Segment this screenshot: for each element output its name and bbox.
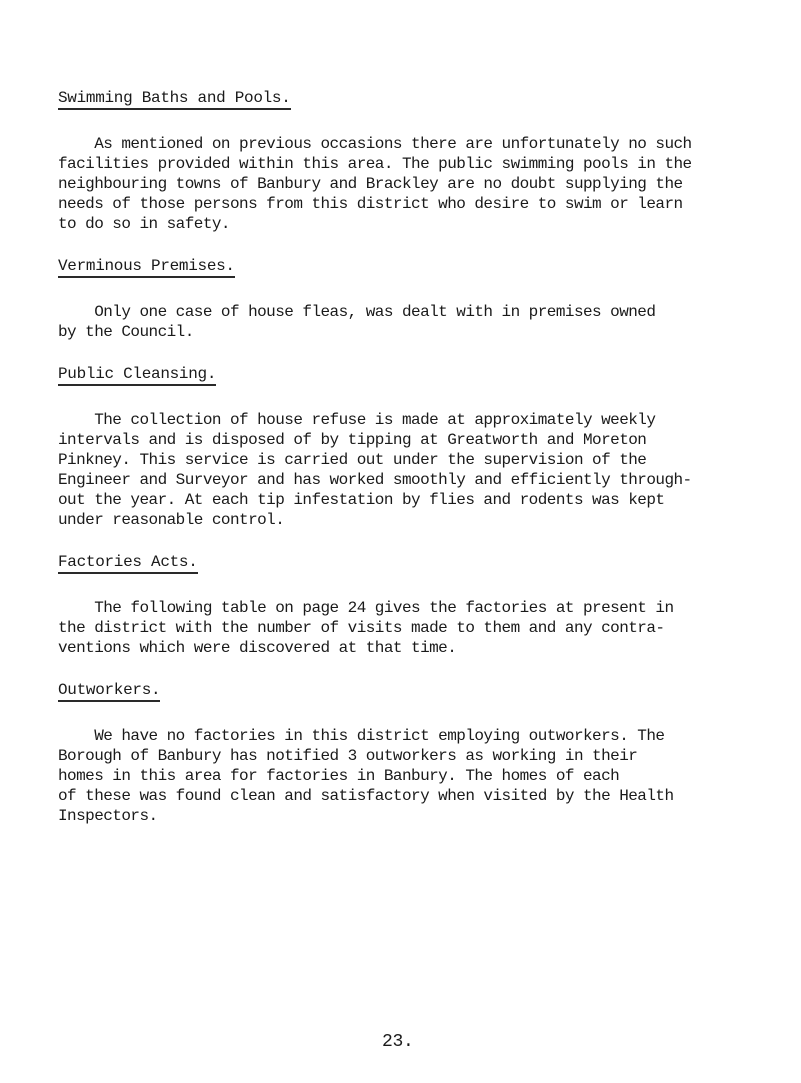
section-heading: Factories Acts.	[58, 552, 198, 574]
section-swimming-baths	[58, 88, 778, 234]
paragraph-line: homes in this area for factories in Banbury. The homes of each	[58, 767, 620, 785]
paragraph-line: out the year. At each tip infestation by flies and rodents was kept	[58, 491, 665, 509]
section-heading: Public Cleansing.	[58, 364, 216, 386]
paragraph-line: As mentioned on previous occasions there are unfortunately no such	[58, 135, 692, 153]
paragraph-line: needs of those persons from this district who desire to swim or learn	[58, 195, 683, 213]
section-public-cleansing	[58, 364, 778, 530]
section-outworkers	[58, 680, 778, 826]
section-heading: Verminous Premises.	[58, 256, 235, 278]
paragraph-line: intervals and is disposed of by tipping at Greatworth and Moreton	[58, 431, 647, 449]
paragraph-line: ventions which were discovered at that time.	[58, 639, 457, 657]
section-heading: Swimming Baths and Pools.	[58, 88, 291, 110]
section-factories-acts	[58, 552, 778, 658]
page-number: 23.	[382, 1032, 414, 1052]
paragraph-line: Pinkney. This service is carried out under the supervision of the	[58, 451, 647, 469]
paragraph-line: Engineer and Surveyor and has worked smoothly and efficiently through-	[58, 471, 692, 489]
paragraph-line: facilities provided within this area. The public swimming pools in the	[58, 155, 692, 173]
paragraph-line: Only one case of house fleas, was dealt with in premises owned	[58, 303, 656, 321]
paragraph-line: We have no factories in this district employing outworkers. The	[58, 727, 665, 745]
paragraph-line: of these was found clean and satisfactory when visited by the Health	[58, 787, 674, 805]
section-verminous-premises	[58, 256, 778, 342]
document-page	[58, 88, 778, 826]
paragraph-line: neighbouring towns of Banbury and Brackley are no doubt supplying the	[58, 175, 683, 193]
section-heading: Outworkers.	[58, 680, 160, 702]
paragraph-line: Borough of Banbury has notified 3 outworkers as working in their	[58, 747, 638, 765]
paragraph-line: The following table on page 24 gives the factories at present in	[58, 599, 674, 617]
paragraph-line: under reasonable control.	[58, 511, 285, 529]
paragraph-line: Inspectors.	[58, 807, 158, 825]
paragraph-line: by the Council.	[58, 323, 194, 341]
paragraph-line: The collection of house refuse is made at approximately weekly	[58, 411, 656, 429]
paragraph-line: the district with the number of visits made to them and any contra-	[58, 619, 665, 637]
paragraph-line: to do so in safety.	[58, 215, 230, 233]
